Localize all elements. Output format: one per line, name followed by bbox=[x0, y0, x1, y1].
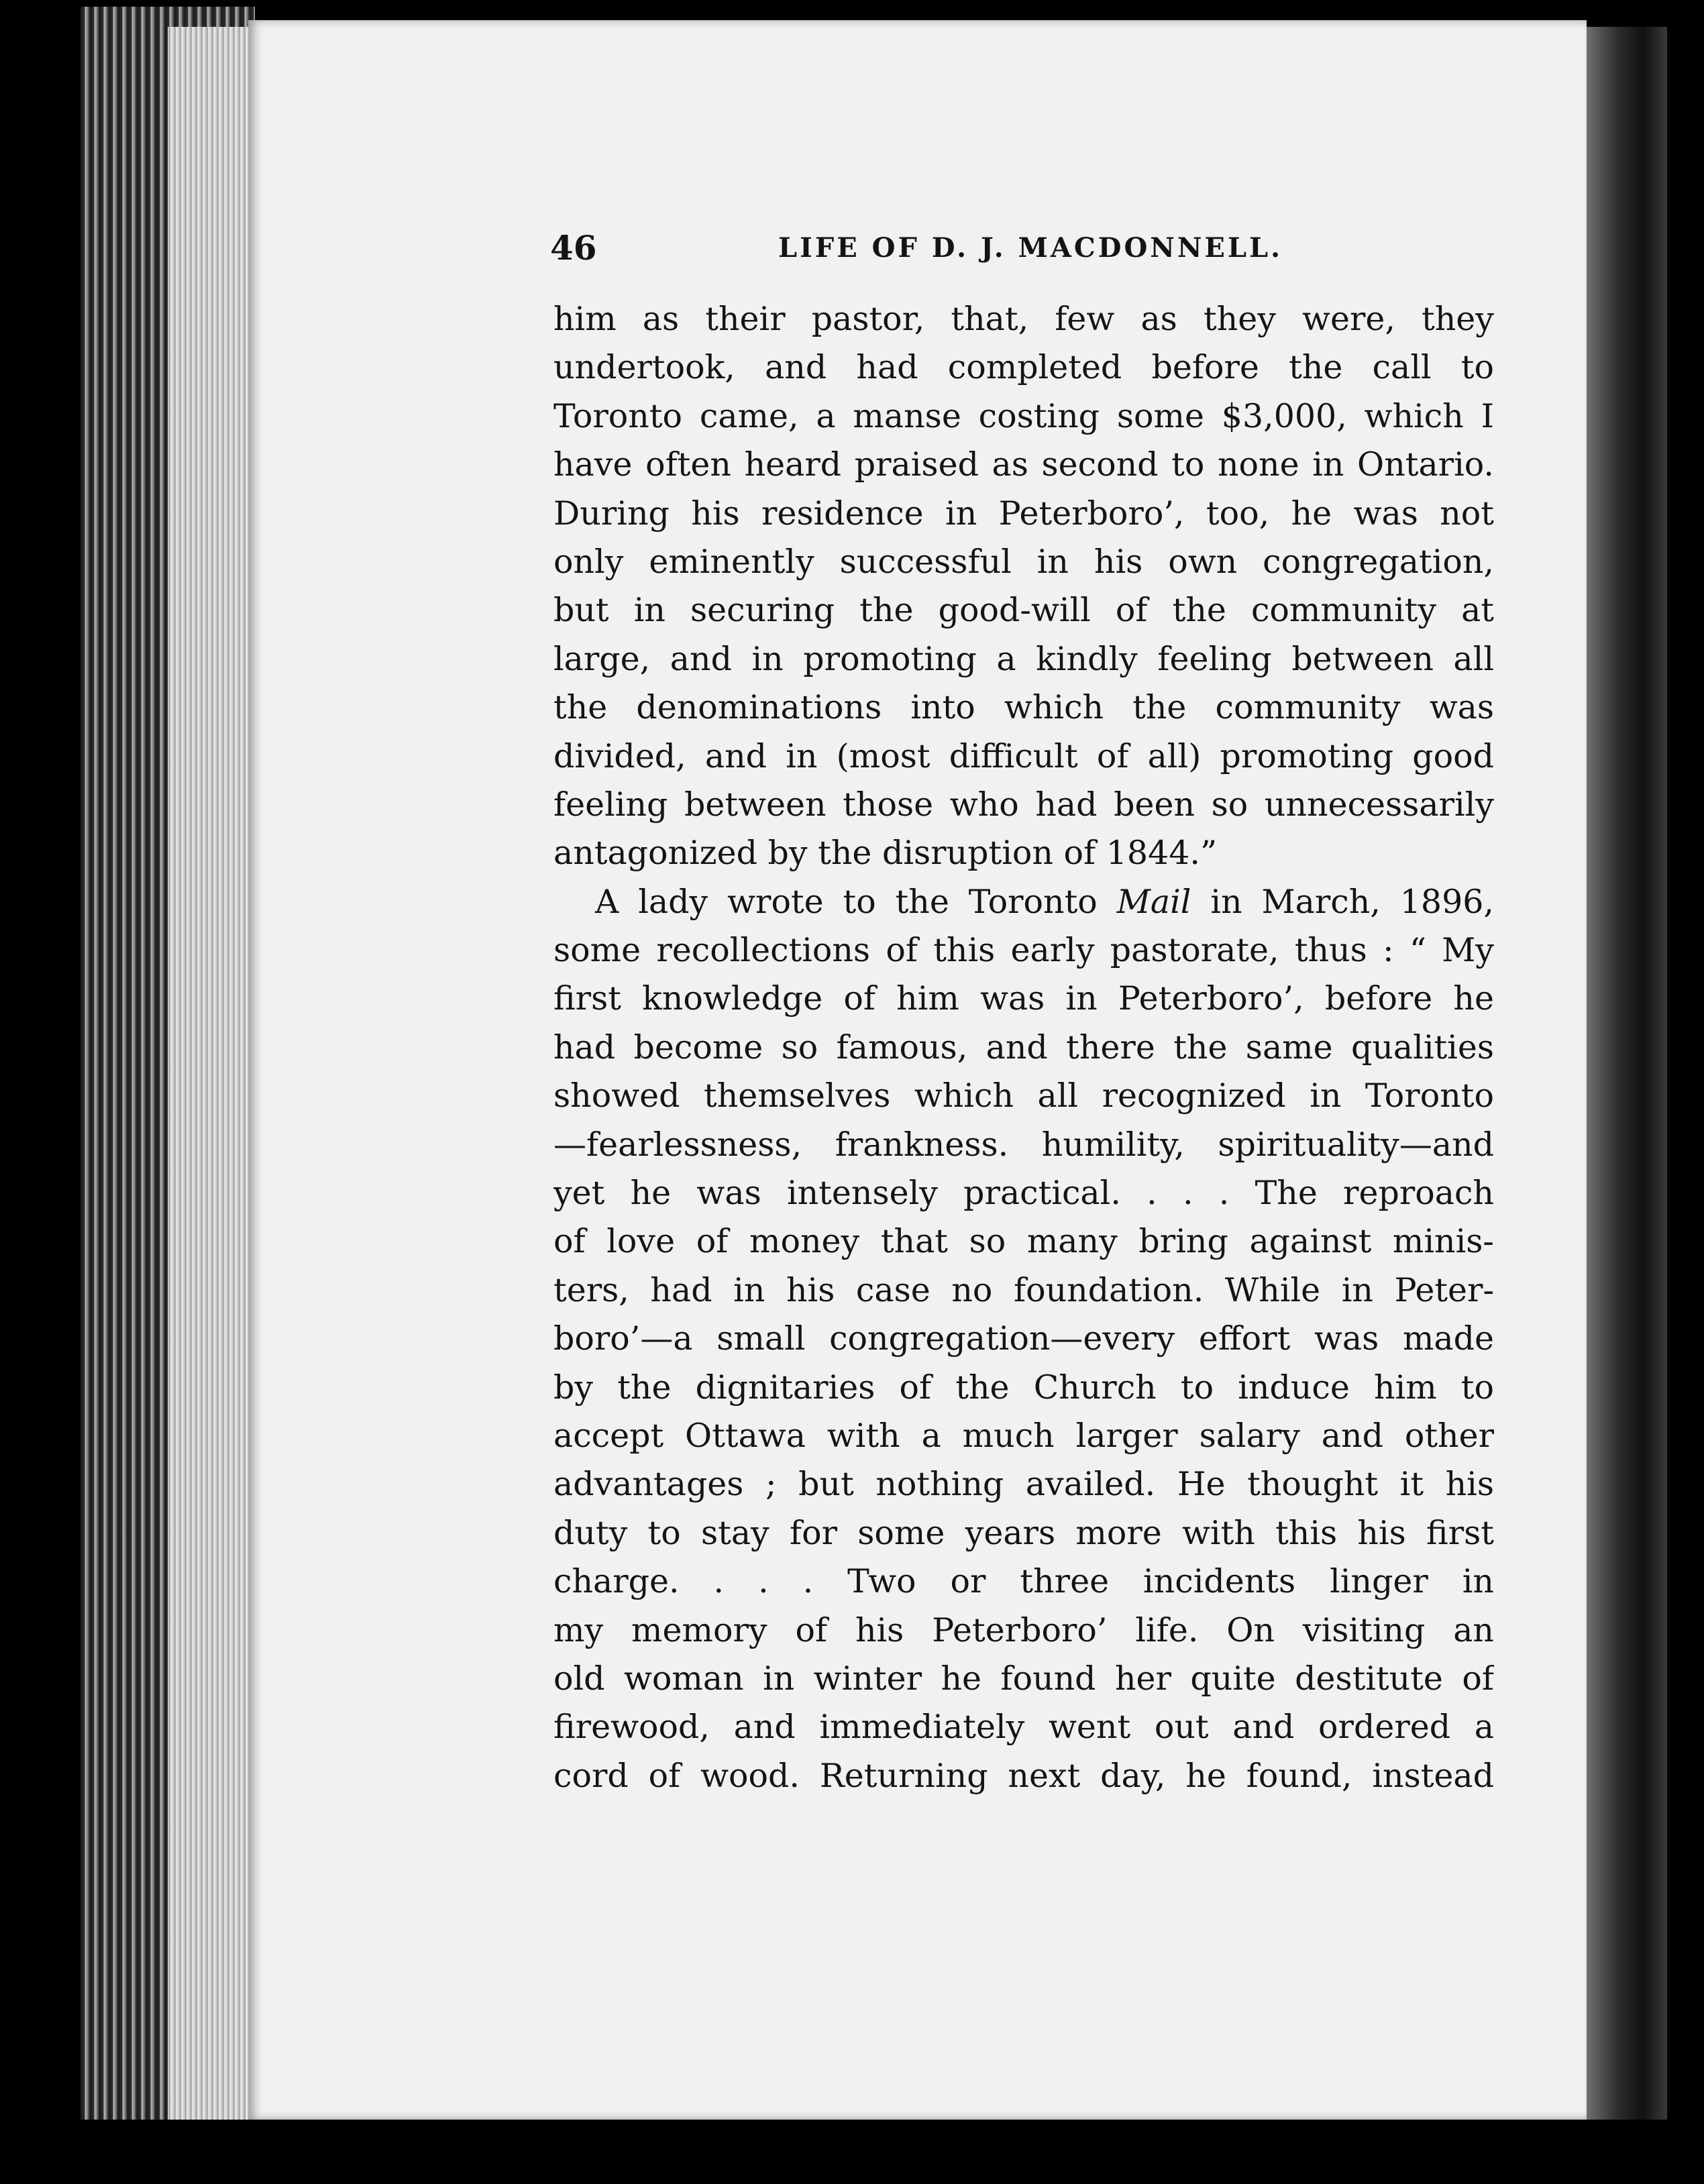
text-line: advantages ; but nothing availed. He thought it his bbox=[553, 1465, 1494, 1504]
running-head bbox=[550, 221, 1503, 275]
text-line: divided, and in (most difficult of all) promoting good bbox=[553, 736, 1494, 775]
text-line: the denominations into which the community was bbox=[553, 688, 1494, 727]
text-line: him as their pastor, that, few as they were, they bbox=[553, 300, 1494, 338]
text-line: but in securing the good-will of the community at bbox=[553, 591, 1494, 630]
text-line: antagonized by the disruption of 1844.” bbox=[553, 834, 1218, 873]
page-number: 46 bbox=[550, 228, 597, 268]
book-gutter bbox=[1587, 27, 1667, 2120]
text-line: old woman in winter he found her quite destitute of bbox=[553, 1659, 1494, 1698]
text-line: my memory of his Peterboro’ life. On visiting an bbox=[553, 1610, 1494, 1649]
text-line: yet he was intensely practical. . . . The reproach bbox=[553, 1174, 1494, 1213]
text-line: —fearlessness, frankness. humility, spirituality—and bbox=[553, 1125, 1494, 1164]
newspaper-title: Mail bbox=[1116, 882, 1191, 921]
text-line: boro’—a small congregation—every effort was made bbox=[553, 1319, 1494, 1358]
text-line: During his residence in Peterboro’, too, he was not bbox=[553, 494, 1494, 533]
text-line: large, and in promoting a kindly feeling between all bbox=[553, 639, 1494, 678]
text-line: only eminently successful in his own congregation, bbox=[553, 542, 1494, 581]
text-line: charge. . . . Two or three incidents linger in bbox=[553, 1562, 1494, 1601]
text-line: have often heard praised as second to none in Ontario. bbox=[553, 445, 1494, 484]
text-line: first knowledge of him was in Peterboro’, before he bbox=[553, 979, 1494, 1018]
text-line: ters, had in his case no foundation. While in Peter- bbox=[553, 1270, 1494, 1309]
page-stack-edges-inner bbox=[168, 27, 262, 2120]
text-line bbox=[553, 878, 1494, 926]
text-line: by the dignitaries of the Church to induce him to bbox=[553, 1368, 1494, 1407]
text-segment: in March, 1896, bbox=[1210, 882, 1494, 921]
text-line: cord of wood. Returning next day, he found, instead bbox=[553, 1756, 1494, 1795]
text-segment: A lady wrote to the Toronto bbox=[595, 882, 1098, 921]
text-line: undertook, and had completed before the call to bbox=[553, 348, 1494, 387]
text-line: feeling between those who had been so unnecessarily bbox=[553, 785, 1494, 824]
text-line: accept Ottawa with a much larger salary and other bbox=[553, 1416, 1494, 1455]
text-line: showed themselves which all recognized in Toronto bbox=[553, 1077, 1494, 1115]
text-line: had become so famous, and there the same qualities bbox=[553, 1028, 1494, 1067]
running-title: LIFE OF D. J. MACDONNELL. bbox=[778, 232, 1283, 264]
body-text bbox=[553, 295, 1494, 1800]
text-line: of love of money that so many bring against minis- bbox=[553, 1222, 1494, 1261]
text-line: duty to stay for some years more with this his first bbox=[553, 1513, 1494, 1552]
text-line: firewood, and immediately went out and ordered a bbox=[553, 1708, 1494, 1747]
text-line: Toronto came, a manse costing some $3,000, which I bbox=[553, 396, 1494, 435]
text-line: some recollections of this early pastorate, thus : “ My bbox=[553, 931, 1494, 970]
